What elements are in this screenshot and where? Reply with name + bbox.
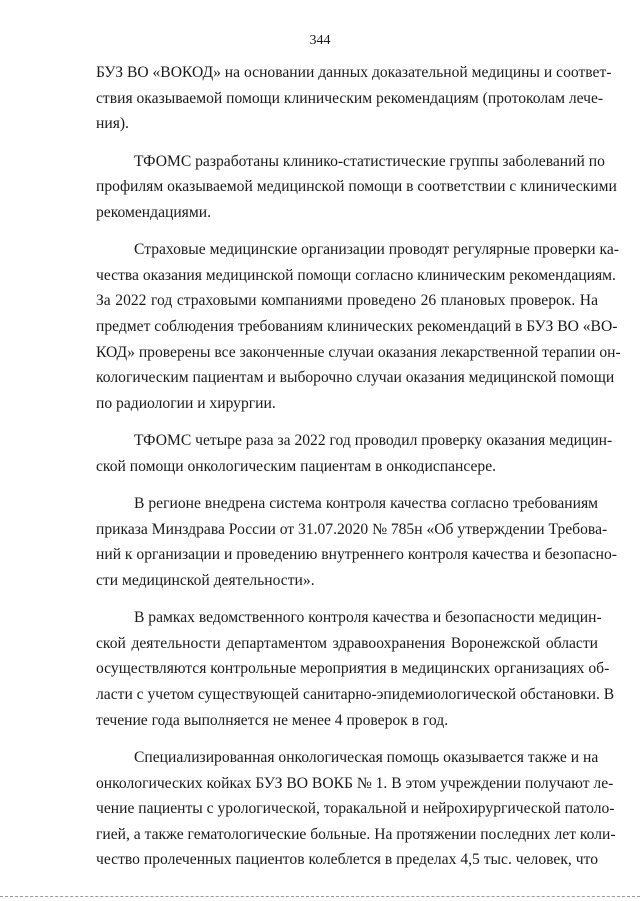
text-line: чение пациенты с урологической, торакальной и нейрохирургической патоло- [96, 800, 615, 818]
text-line: КОД» проверены все законченные случаи оказания лекарственной терапии он- [96, 343, 621, 361]
paragraph-2 [96, 149, 617, 226]
text-line: ТФОМС разработаны клинико-статистические группы заболеваний по [134, 152, 605, 170]
text-line: сти медицинской деятельности». [96, 571, 315, 589]
text-line: кологическим пациентам и выборочно случаи оказания медицинской помощи [96, 369, 615, 387]
text-line: приказа Минздрава России от 31.07.2020 № 785н «Об утверждении Требова- [96, 520, 608, 538]
text-line: течение года выполняется не менее 4 проверок в год. [96, 711, 449, 729]
text-line: За 2022 год страховыми компаниями проведено 26 плановых проверок. На [96, 292, 598, 310]
paragraph-6 [96, 605, 615, 733]
paragraph-1 [96, 60, 612, 137]
text-line: Специализированная онкологическая помощь оказывается также и на [134, 749, 599, 767]
text-line: БУЗ ВО «ВОКОД» на основании данных доказательной медицины и соответ- [96, 64, 612, 81]
text-line: осуществляются контрольные мероприятия в медицинских организациях об- [96, 660, 610, 678]
text-line: В регионе внедрена система контроля качества согласно требованиям [134, 495, 598, 513]
text-line: гией, а также гематологические больные. На протяжении последних лет коли- [96, 825, 616, 843]
paragraph-4 [96, 428, 613, 479]
paragraph-5 [96, 491, 617, 593]
body-text [96, 60, 621, 885]
paragraph-7 [96, 745, 616, 873]
text-line: онкологических койках БУЗ ВО ВОКБ № 1. В этом учреждении получают ле- [96, 774, 614, 792]
bottom-scan-edge [0, 896, 640, 898]
text-line: чество пролеченных пациентов колеблется в пределах 4,5 тыс. человек, что [96, 851, 598, 869]
text-line: ния). [96, 115, 129, 133]
text-line: ской помощи онкологическим пациентам в онкодиспансере. [96, 457, 497, 475]
text-line: Страховые медицинские организации проводят регулярные проверки ка- [134, 241, 619, 259]
text-line: ской деятельности департаментом здравоохранения Воронежской области [96, 634, 598, 652]
text-line: ствия оказываемой помощи клиническим рекомендациям (протоколам лече- [96, 89, 604, 107]
text-line: по радиологии и хирургии. [96, 394, 276, 412]
text-line: рекомендациями. [96, 203, 211, 221]
text-line: ний к организации и проведению внутреннего контроля качества и безопасно- [96, 546, 617, 564]
paragraph-3 [96, 237, 621, 416]
text-line: В рамках ведомственного контроля качества и безопасности медицин- [134, 609, 602, 627]
text-line: чества оказания медицинской помощи согласно клиническим рекомендациям. [96, 266, 616, 284]
page-number: 344 [309, 33, 331, 48]
text-line: ТФОМС четыре раза за 2022 год проводил проверку оказания медицин- [134, 432, 613, 450]
text-line: ласти с учетом существующей санитарно-эпидемиологической обстановки. В [96, 686, 615, 704]
text-line: предмет соблюдения требованиям клинических рекомендаций в БУЗ ВО «ВО- [96, 317, 618, 335]
text-line: профилям оказываемой медицинской помощи в соответствии с клиническими [96, 178, 617, 196]
